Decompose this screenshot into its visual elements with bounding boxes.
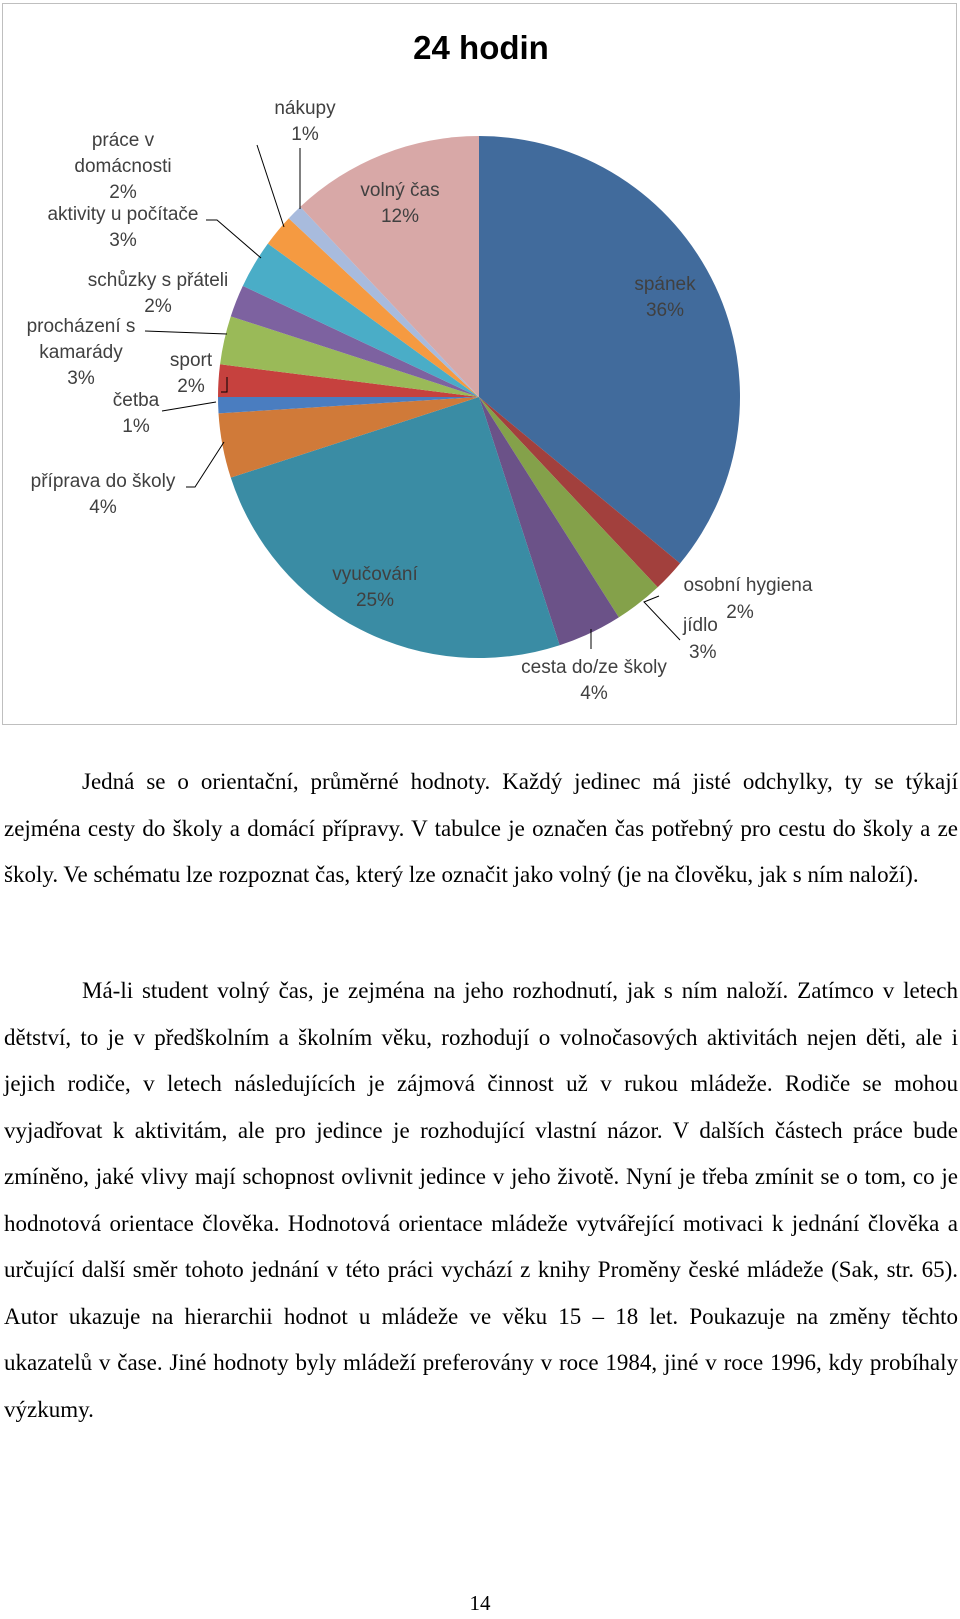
leader-line-cetba: [162, 402, 216, 411]
slice-label-cetba: četba 1%: [112, 390, 160, 437]
paragraph-1: Jedná se o orientační, průměrné hodnoty. Každý jedinec má jisté odchylky, ty se týkají zejména cesty do školy a domácí přípravy. V tabulce je označen čas potřebný pro cestu do školy a ze školy. Ve schématu lze rozpoznat čas, který lze označit jako volný (je na člověku, jak s ním naloží).: [4, 769, 958, 887]
leader-line-jidlo: [644, 596, 680, 640]
slice-label-aktivity-u-pocitace: aktivity u počítače 3%: [47, 204, 199, 251]
chart-frame: [2, 3, 957, 725]
leader-line-priprava-do-skoly: [186, 442, 224, 487]
page-number: 14: [469, 1591, 491, 1615]
slice-label-sport: sport 2%: [169, 350, 213, 397]
slice-label-nakupy: nákupy 1%: [274, 98, 336, 145]
slice-label-vyucovani: vyučování 25%: [332, 564, 418, 611]
leader-line-prace-v-domacnosti: [257, 145, 284, 227]
paragraph-2: Má-li student volný čas, je zejména na jeho rozhodnutí, jak s ním naloží. Zatímco v letech dětství, to je v předškolním a školním věku, rozhodují o volnočasových aktivitách nejen děti, ale i jejich rodiče, v letech následujících je zájmová činnost už v rukou mládeže. Rodiče se mohou vyjadřovat k aktivitám, ale pro jedince je rozhodující vlastní názor. V dalších částech práce bude zmíněno, jaké vlivy mají schopnost ovlivnit jedince v jeho životě. Nyní je třeba zmínit se o tom, co je hodnotová orientace člověka. Hodnotová orientace mládeže vytvářející motivaci k jednání člověka a určující další směr tohoto jednání v této práci vychází z knihy Proměny české mládeže (Sak, str. 65). Autor ukazuje na hierarchii hodnot u mládeže ve věku 15 – 18 let. Poukazuje na změny těchto ukazatelů v čase. Jiné hodnoty byly mládeží preferovány v roce 1984, jiné v roce 1996, kdy probíhaly výzkumy.: [4, 978, 958, 1422]
slice-label-prochazeni-s-kamarady: procházení s kamarády 3%: [26, 316, 136, 389]
leader-line-schuzky-s-prateli: [145, 331, 227, 334]
slice-label-prace-v-domacnosti: práce v domácnosti 2%: [74, 130, 172, 203]
chart-title: 24 hodin: [413, 29, 549, 66]
pie-chart: [3, 4, 956, 724]
leader-line-aktivity-u-pocitace: [206, 220, 261, 258]
slice-label-volny-cas: volný čas 12%: [360, 180, 440, 227]
slice-label-priprava-do-skoly: příprava do školy 4%: [30, 471, 176, 518]
slice-label-cesta-do-ze-skoly: cesta do/ze školy 4%: [521, 657, 667, 704]
slice-label-osobni-hygiena: osobní hygiena 2%: [683, 575, 813, 623]
slice-label-schuzky-s-prateli: schůzky s přáteli 2%: [87, 270, 229, 317]
slice-label-spanek: spánek 36%: [634, 274, 696, 321]
slice-label-jidlo: jídlo 3%: [683, 615, 718, 663]
